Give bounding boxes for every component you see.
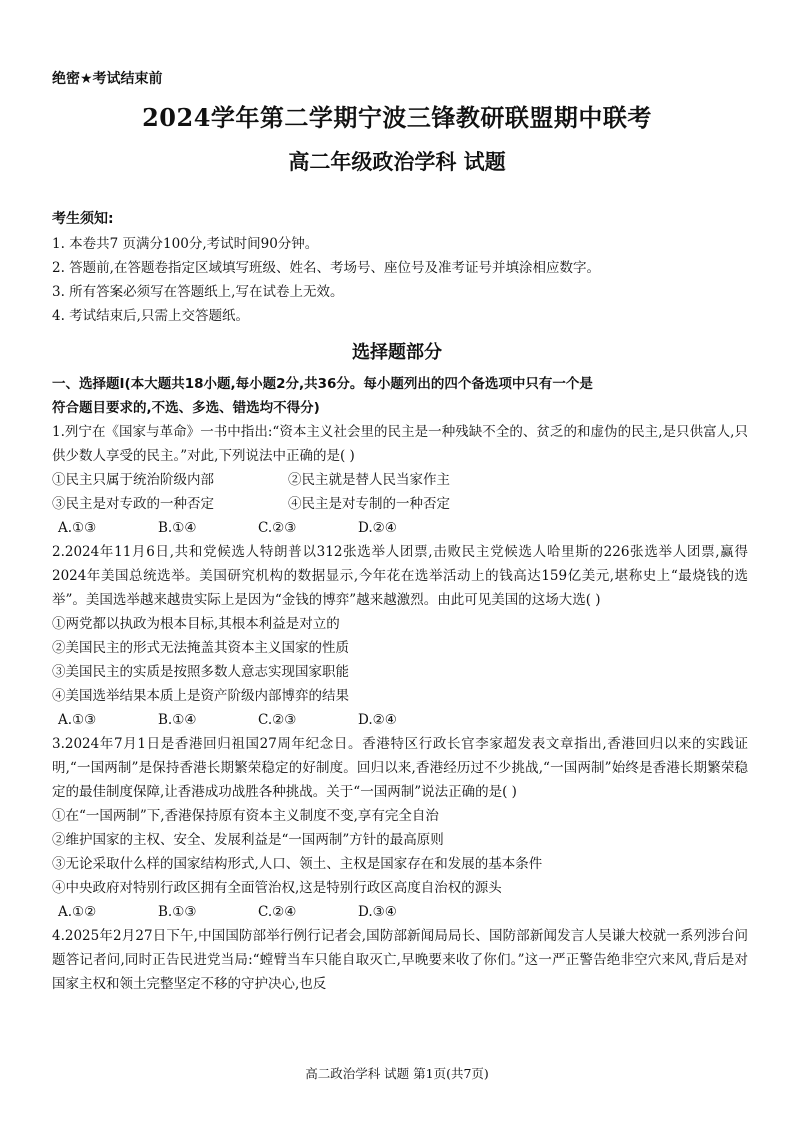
question-1-options-row2 xyxy=(52,492,748,516)
option: ②维护国家的主权、安全、发展利益是“一国两制”方针的最高原则 xyxy=(52,832,444,848)
choice-a: A.①② xyxy=(58,904,97,920)
questions xyxy=(52,372,748,996)
notice-list xyxy=(52,232,752,328)
question-2-stem: 2.2024年11月6日,共和党候选人特朗普以312张选举人团票,击败民主党候选人哈里斯的226张选举人团票,赢得2024年美国总统选举。美国研究机构的数据显示,今年花在选举活动上的钱高达159亿美元,堪称史上“最烧钱的选举”。美国选举越来越贵实际上是因为“金钱的博弈”越来越激烈。由此可见美国的这场大选( ) xyxy=(52,544,748,608)
question-1-stem: 1.列宁在《国家与革命》一书中指出:“资本主义社会里的民主是一种残缺不全的、贫乏的和虚伪的民主,是只供富人,只供少数人享受的民主。”对此,下列说法中正确的是( ) xyxy=(52,424,748,464)
part-heading: 一、选择题Ⅰ(本大题共18小题,每小题2分,共36分。每小题列出的四个备选项中只有一个是 xyxy=(52,376,593,392)
option: ③无论采取什么样的国家结构形式,人口、领土、主权是国家存在和发展的基本条件 xyxy=(52,856,543,872)
option: ③美国民主的实质是按照多数人意志实现国家职能 xyxy=(52,664,349,680)
section-title: 选择题部分 xyxy=(352,342,442,363)
option: ③民主是对专政的一种否定 xyxy=(52,496,214,512)
choice-d: D.③④ xyxy=(358,904,397,920)
notice-item: 4. 考试结束后,只需上交答题纸。 xyxy=(52,308,249,324)
choice-b: B.①③ xyxy=(158,904,197,920)
option: ①民主只属于统治阶级内部 xyxy=(52,472,214,488)
exam-title: 2024学年第二学期宁波三锋教研联盟期中联考 xyxy=(142,103,652,132)
notice-item: 2. 答题前,在答题卷指定区域填写班级、姓名、考场号、座位号及准考证号并填涂相应数字。 xyxy=(52,260,600,276)
choice-d: D.②④ xyxy=(358,712,397,728)
choice-b: B.①④ xyxy=(158,712,197,728)
exam-subtitle: 高二年级政治学科 试题 xyxy=(288,149,506,174)
question-1-choices xyxy=(52,516,748,540)
question-3-choices xyxy=(52,900,748,924)
question-2-choices xyxy=(52,708,748,732)
option: ①在“一国两制”下,香港保持原有资本主义制度不变,享有完全自治 xyxy=(52,808,439,824)
choice-d: D.②④ xyxy=(358,520,397,536)
question-1-options-row1 xyxy=(52,468,748,492)
confidential-label: 绝密★考试结束前 xyxy=(52,71,163,87)
notice-item: 3. 所有答案必须写在答题纸上,写在试卷上无效。 xyxy=(52,284,344,300)
option: ④民主是对专制的一种否定 xyxy=(288,496,450,512)
page-footer: 高二政治学科 试题 第1页(共7页) xyxy=(305,1066,489,1081)
notice-item: 1. 本卷共7 页满分100分,考试时间90分钟。 xyxy=(52,236,319,252)
choice-b: B.①④ xyxy=(158,520,197,536)
option: ④中央政府对特别行政区拥有全面管治权,这是特别行政区高度自治权的源头 xyxy=(52,880,502,896)
choice-a: A.①③ xyxy=(58,520,97,536)
option: ①两党都以执政为根本目标,其根本利益是对立的 xyxy=(52,616,340,632)
option: ④美国选举结果本质上是资产阶级内部博弈的结果 xyxy=(52,688,349,704)
choice-a: A.①③ xyxy=(58,712,97,728)
choice-c: C.②③ xyxy=(258,520,297,536)
option: ②美国民主的形式无法掩盖其资本主义国家的性质 xyxy=(52,640,349,656)
choice-c: C.②④ xyxy=(258,904,297,920)
question-4-stem: 4.2025年2月27日下午,中国国防部举行例行记者会,国防部新闻局局长、国防部新闻发言人吴谦大校就一系列涉台问题答记者问,同时正告民进党当局:“螳臂当车只能自取灭亡,早晚要来收了你们。”这一严正警告绝非空穴来风,背后是对国家主权和领土完整坚定不移的守护决心,也反 xyxy=(52,928,748,992)
notice-heading: 考生须知: xyxy=(52,211,114,227)
question-3-stem: 3.2024年7月1日是香港回归祖国27周年纪念日。香港特区行政长官李家超发表文章指出,香港回归以来的实践证明,“一国两制”是保持香港长期繁荣稳定的好制度。回归以来,香港经历过不少挑战,“一国两制”始终是香港长期繁荣稳定的最佳制度保障,让香港成功战胜各种挑战。关于“一国两制”说法正确的是( ) xyxy=(52,736,748,800)
option: ②民主就是替人民当家作主 xyxy=(288,472,450,488)
choice-c: C.②③ xyxy=(258,712,297,728)
part-heading-cont: 符合题目要求的,不选、多选、错选均不得分) xyxy=(52,400,320,416)
